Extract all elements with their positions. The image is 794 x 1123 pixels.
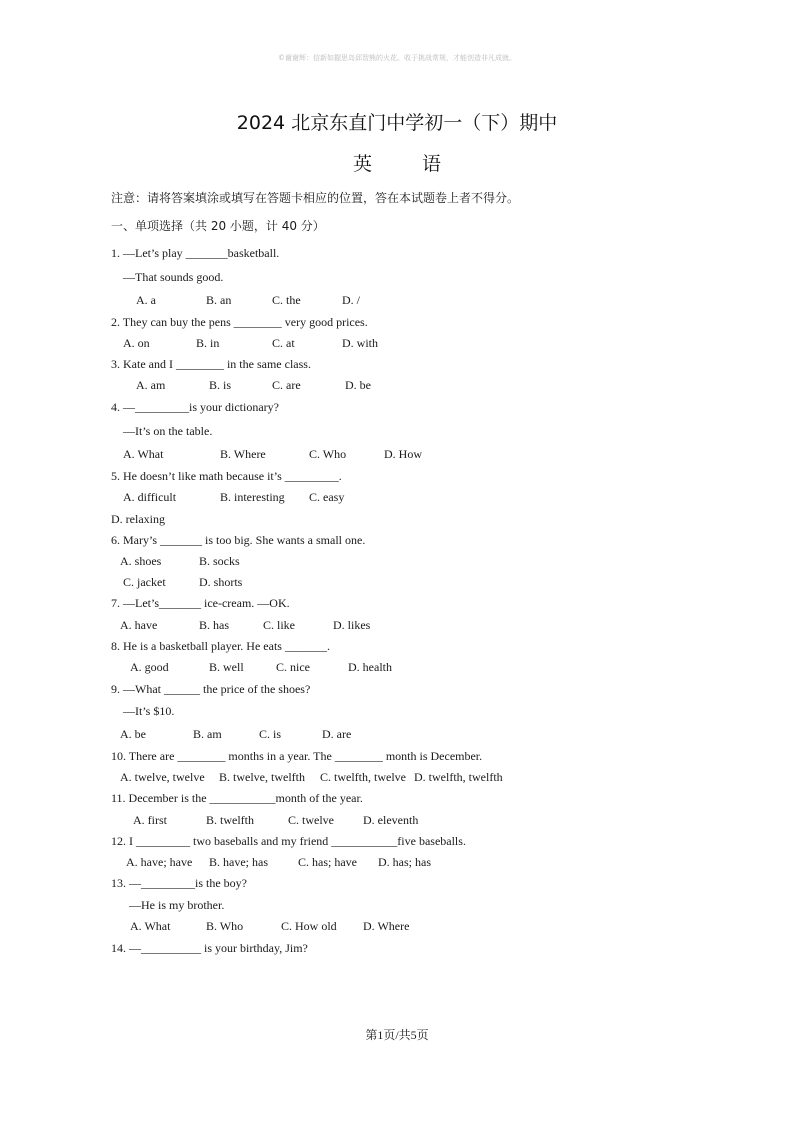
question-7-stem: 7. —Let’s_______ ice-cream. —OK.	[111, 596, 290, 610]
question-1-option-b: B. an	[206, 293, 232, 307]
question-7-option-a: A. have	[120, 618, 158, 632]
question-11-option-a: A. first	[133, 813, 167, 827]
question-6-option-c: C. jacket	[123, 575, 166, 589]
question-8-stem: 8. He is a basketball player. He eats _______.	[111, 639, 330, 653]
question-6-option-b: B. socks	[199, 554, 240, 568]
question-9-reply: —It’s $10.	[123, 704, 175, 718]
exam-notice: 注意：请将答案填涂或填写在答题卡相应的位置，答在本试题卷上者不得分。	[111, 191, 520, 205]
question-13-stem: 13. —_________is the boy?	[111, 876, 247, 890]
question-12-option-a: A. have; have	[126, 855, 193, 869]
question-5-option-c: C. easy	[309, 490, 345, 504]
question-6-option-a: A. shoes	[120, 554, 162, 568]
question-9-option-a: A. be	[120, 727, 146, 741]
question-4-option-a: A. What	[123, 447, 164, 461]
question-12-stem: 12. I _________ two baseballs and my friend ___________five baseballs.	[111, 834, 466, 848]
page-footer: 第1页/共5页	[365, 1028, 429, 1042]
question-5-option-b: B. interesting	[220, 490, 285, 504]
question-4-option-d: D. How	[384, 447, 422, 461]
question-9-option-d: D. are	[322, 727, 352, 741]
question-11-stem: 11. December is the ___________month of the year.	[111, 791, 363, 805]
question-2-option-b: B. in	[196, 336, 220, 350]
question-3-option-d: D. be	[345, 378, 371, 392]
question-9-stem: 9. —What ______ the price of the shoes?	[111, 682, 311, 696]
question-10-option-a: A. twelve, twelve	[120, 770, 205, 784]
question-13-reply: —He is my brother.	[129, 898, 225, 912]
question-1-option-c: C. the	[272, 293, 301, 307]
question-10-option-c: C. twelfth, twelve	[320, 770, 406, 784]
question-1-reply: —That sounds good.	[123, 270, 224, 284]
question-9-option-b: B. am	[193, 727, 222, 741]
question-6-stem: 6. Mary’s _______ is too big. She wants a small one.	[111, 533, 366, 547]
question-14-stem: 14. —__________ is your birthday, Jim?	[111, 941, 308, 955]
question-2-option-c: C. at	[272, 336, 295, 350]
question-4-option-c: C. Who	[309, 447, 347, 461]
question-13-option-d: D. Where	[363, 919, 410, 933]
question-13-option-b: B. Who	[206, 919, 244, 933]
question-10-option-b: B. twelve, twelfth	[219, 770, 305, 784]
question-11-option-c: C. twelve	[288, 813, 334, 827]
question-2-stem: 2. They can buy the pens ________ very good prices.	[111, 315, 368, 329]
subject-char-2: 语	[422, 153, 442, 175]
question-11-option-b: B. twelfth	[206, 813, 254, 827]
question-8-option-b: B. well	[209, 660, 244, 674]
question-7-option-d: D. likes	[333, 618, 371, 632]
question-5-option-a: A. difficult	[123, 490, 177, 504]
question-13-option-c: C. How old	[281, 919, 337, 933]
question-11-option-d: D. eleventh	[363, 813, 419, 827]
question-3-option-a: A. am	[136, 378, 166, 392]
question-4-option-b: B. Where	[220, 447, 266, 461]
question-3-option-b: B. is	[209, 378, 232, 392]
question-12-option-c: C. has; have	[298, 855, 357, 869]
question-9-option-c: C. is	[259, 727, 282, 741]
question-2-option-d: D. with	[342, 336, 378, 350]
question-4-reply: —It’s on the table.	[123, 424, 213, 438]
question-1-stem: 1. —Let’s play _______basketball.	[111, 246, 280, 260]
section-heading: 一、单项选择（共 20 小题，计 40 分）	[111, 219, 325, 233]
question-5-option-d: D. relaxing	[111, 512, 165, 526]
question-7-option-b: B. has	[199, 618, 229, 632]
question-6-option-d: D. shorts	[199, 575, 243, 589]
question-2-option-a: A. on	[123, 336, 150, 350]
subject-char-1: 英	[352, 153, 372, 175]
page-title: 2024 北京东直门中学初一（下）期中	[236, 112, 558, 134]
question-5-stem: 5. He doesn’t like math because it’s _________.	[111, 469, 342, 483]
question-12-option-d: D. has; has	[378, 855, 431, 869]
question-10-stem: 10. There are ________ months in a year. The ________ month is December.	[111, 749, 483, 763]
question-12-option-b: B. have; has	[209, 855, 268, 869]
question-13-option-a: A. What	[130, 919, 171, 933]
subject-title	[0, 149, 794, 176]
question-3-option-c: C. are	[272, 378, 301, 392]
question-7-option-c: C. like	[263, 618, 295, 632]
question-10-option-d: D. twelfth, twelfth	[414, 770, 503, 784]
question-1-option-d: D. /	[342, 293, 360, 307]
question-4-stem: 4. —_________is your dictionary?	[111, 400, 279, 414]
question-8-option-d: D. health	[348, 660, 392, 674]
question-8-option-c: C. nice	[276, 660, 310, 674]
question-8-option-a: A. good	[130, 660, 169, 674]
watermark-text: ©谢谢辉：信新如握思岛邱智熊的火花。收于挑战常规，才能创造非凡成就。	[278, 54, 516, 62]
question-1-option-a: A. a	[136, 293, 156, 307]
question-3-stem: 3. Kate and I ________ in the same class.	[111, 357, 311, 371]
